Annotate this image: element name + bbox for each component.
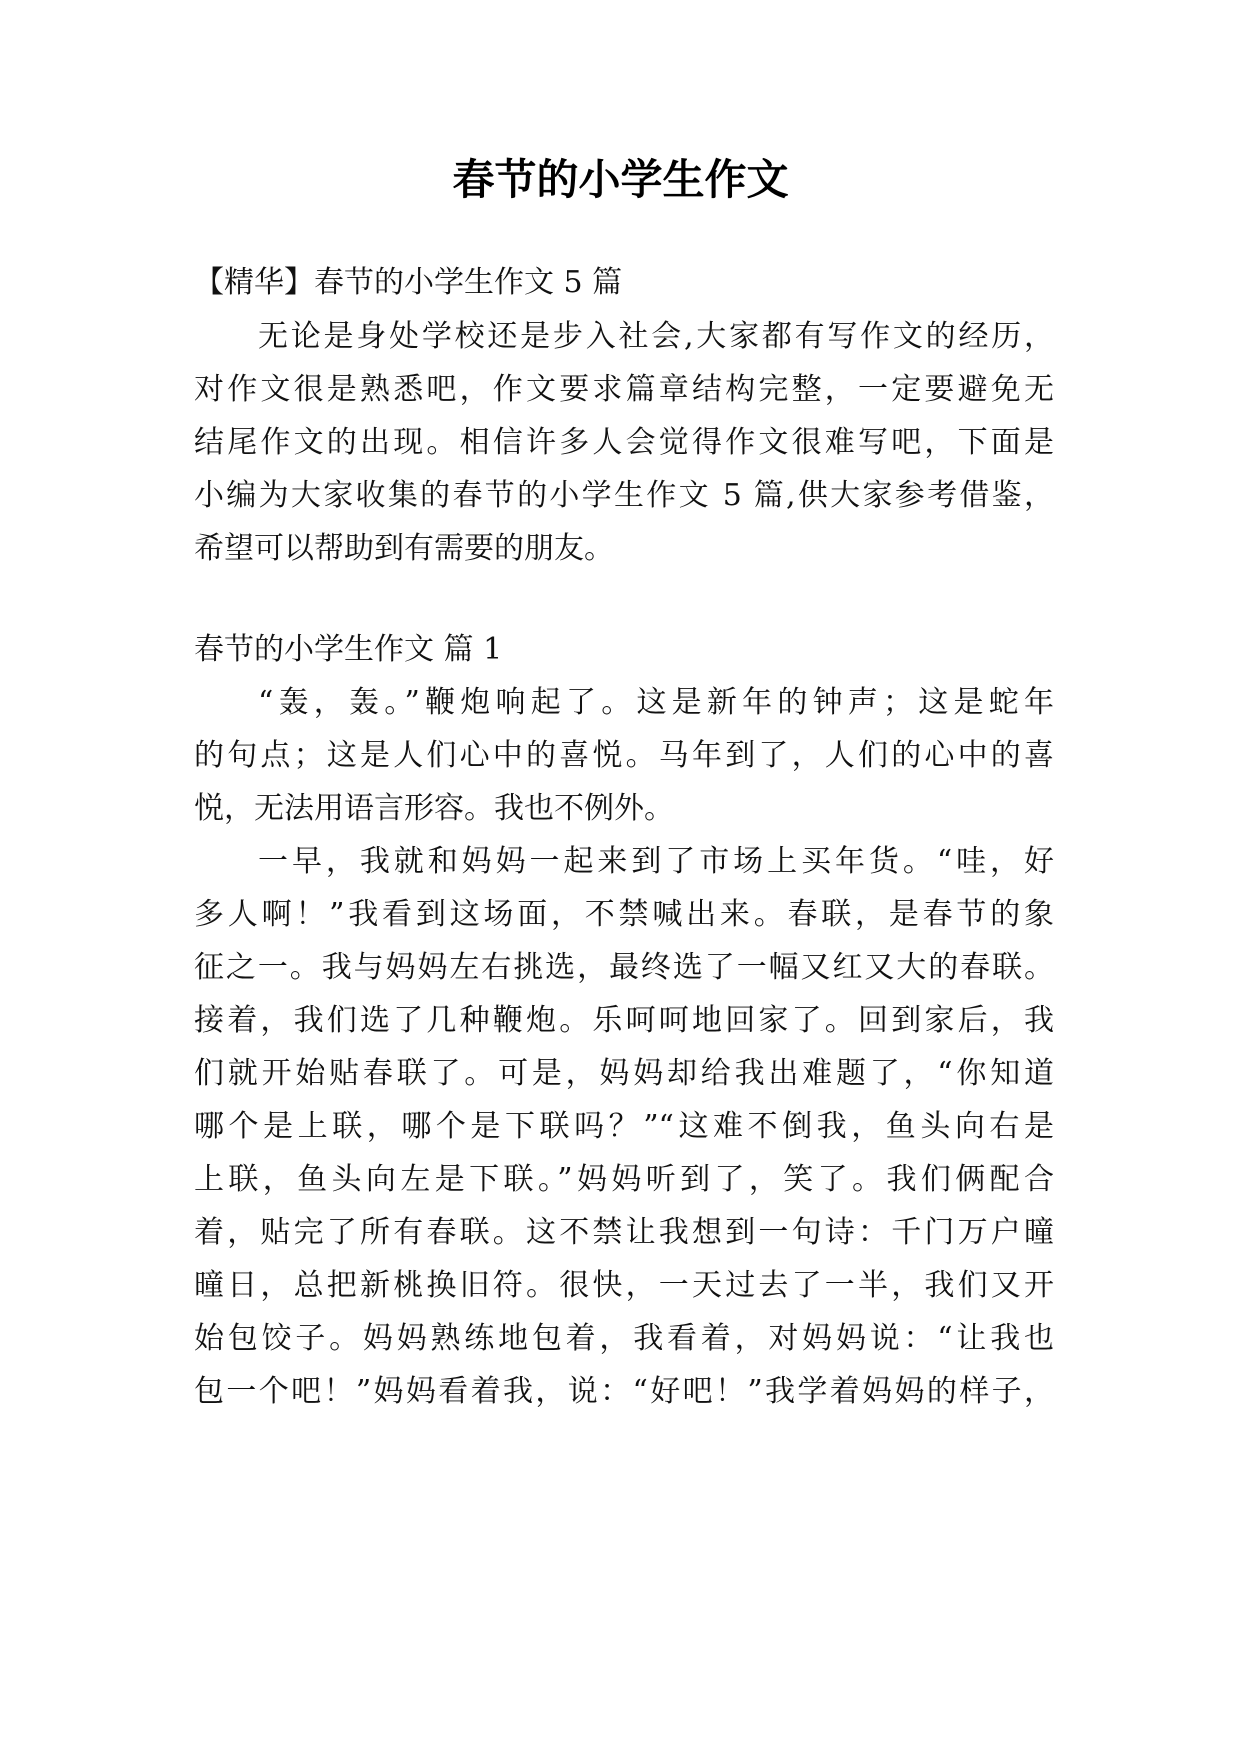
essay-line: 着，贴完了所有春联。这不禁让我想到一句诗：千门万户曈 (194, 1215, 1054, 1250)
essay-line: 一早，我就和妈妈一起来到了市场上买年货。“哇，好 (258, 844, 1054, 879)
essay-line: 悦，无法用语言形容。我也不例外。 (194, 791, 674, 826)
essay-line: 征之一。我与妈妈左右挑选，最终选了一幅又红又大的春联。 (194, 950, 1054, 985)
intro-line: 小编为大家收集的春节的小学生作文 5 篇,供大家参考借鉴， (194, 478, 1054, 513)
essay-line: 们就开始贴春联了。可是，妈妈却给我出难题了，“你知道 (194, 1056, 1054, 1091)
intro-line: 结尾作文的出现。相信许多人会觉得作文很难写吧，下面是 (194, 425, 1054, 460)
essay-line: “轰，轰。”鞭炮响起了。这是新年的钟声；这是蛇年 (258, 685, 1054, 720)
essay-line: 哪个是上联，哪个是下联吗？”“这难不倒我，鱼头向右是 (194, 1109, 1054, 1144)
essay-line: 上联，鱼头向左是下联。”妈妈听到了，笑了。我们俩配合 (194, 1162, 1054, 1197)
essay-line: 多人啊！”我看到这场面，不禁喊出来。春联，是春节的象 (194, 897, 1054, 932)
document-title: 春节的小学生作文 (452, 155, 789, 204)
document-subtitle: 【精华】春节的小学生作文 5 篇 (194, 265, 623, 300)
essay-line: 包一个吧！”妈妈看着我，说：“好吧！”我学着妈妈的样子， (194, 1374, 1054, 1409)
intro-line: 希望可以帮助到有需要的朋友。 (194, 531, 614, 566)
essay-line: 接着，我们选了几种鞭炮。乐呵呵地回家了。回到家后，我 (194, 1003, 1054, 1038)
essay-line: 始包饺子。妈妈熟练地包着，我看着，对妈妈说：“让我也 (194, 1321, 1054, 1356)
essay-line: 的句点；这是人们心中的喜悦。马年到了，人们的心中的喜 (194, 738, 1054, 773)
section-heading: 春节的小学生作文 篇 1 (194, 632, 503, 667)
intro-line: 对作文很是熟悉吧，作文要求篇章结构完整，一定要避免无 (194, 372, 1054, 407)
intro-line: 无论是身处学校还是步入社会,大家都有写作文的经历， (258, 319, 1054, 354)
essay-line: 曈日，总把新桃换旧符。很快，一天过去了一半，我们又开 (194, 1268, 1054, 1303)
